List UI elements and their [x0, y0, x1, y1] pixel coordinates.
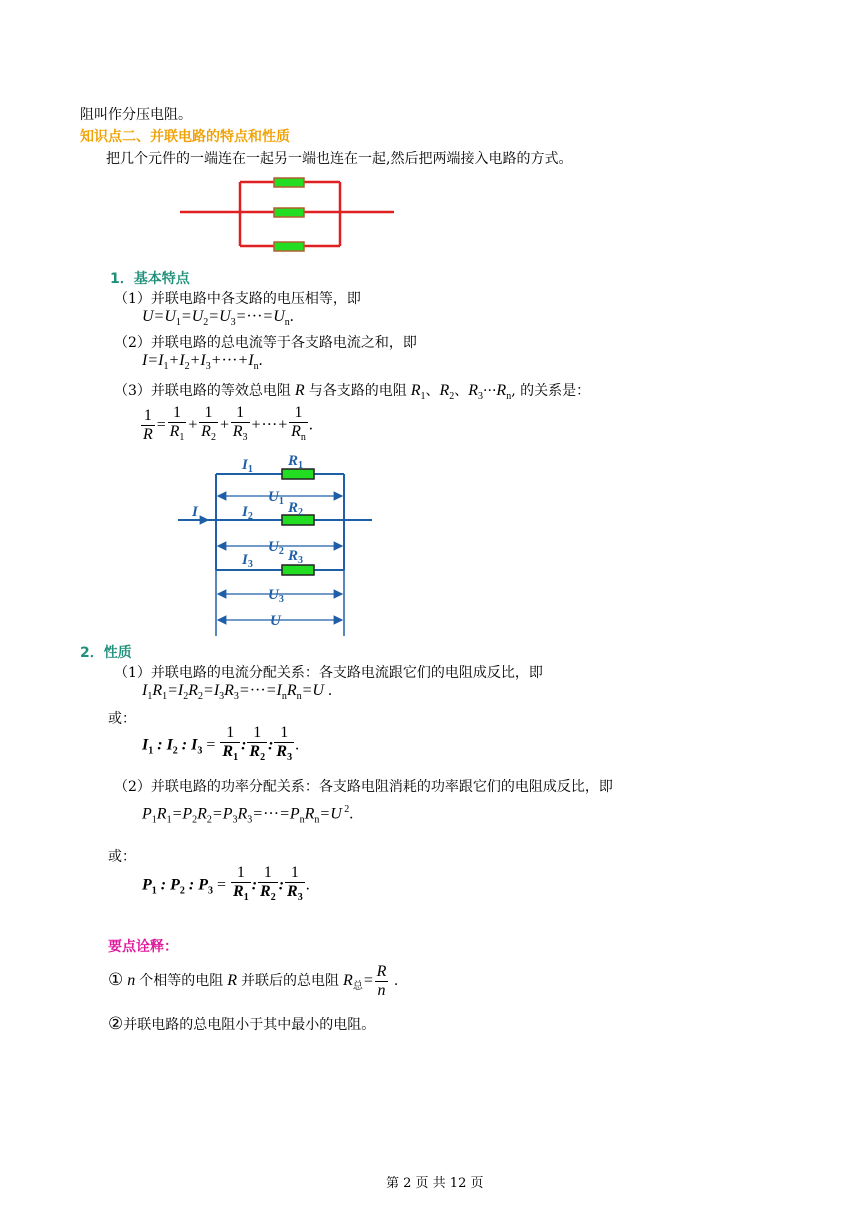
resistor-r3 [282, 565, 314, 575]
parallel-circuit-diagram [178, 172, 398, 252]
equation-power-distribution: $P_1R_1=P_2R_2=P_3R_3=\cdot\cdot\cdot=P_nR_n=U$ $^2$. [142, 804, 354, 826]
property-1: （1）并联电路的电流分配关系：各支路电流跟它们的电阻成反比，即 [114, 665, 543, 681]
label-u1: $U_1$ [268, 489, 284, 507]
equation-resistance: $\frac{1}{R}$ = $\frac{1}{R_1}$ + $\frac{1}{R_2}$ + $\frac{1}{R_3}$ +···+ $\frac{1}{R_n}$ . [143, 404, 313, 444]
section-heading: 知识点二、并联电路的特点和性质 [80, 129, 290, 145]
label-i1: $I_1$ [242, 457, 253, 475]
or-label-1: 或： [108, 711, 136, 727]
or-label-2: 或： [108, 849, 136, 865]
label-u2: $U_2$ [268, 539, 284, 557]
label-i: I [192, 504, 198, 520]
basic-features-heading: 1．基本特点 [110, 271, 190, 287]
label-i2: $I_2$ [242, 504, 253, 522]
intro-tail-text: 阻叫作分压电阻。 [80, 107, 192, 123]
label-r2: $R_2$ [288, 500, 304, 518]
equation-power-ratio: $P_1$ : $P_2$ : $P_3$ = $\frac{1}{R_1}$ : $\frac{1}{R_2}$ : $\frac{1}{R_3}$ . [142, 864, 310, 904]
label-u3: $U_3$ [268, 587, 284, 605]
note-2: ②并联电路的总电阻小于其中最小的电阻。 [108, 1014, 376, 1034]
equation-current-ratio: $I_1$ : $I_2$ : $I_3$ = $\frac{1}{R_1}$ : $\frac{1}{R_2}$ : $\frac{1}{R_3}$ . [142, 724, 300, 764]
equation-current: $I=I_1+I_2+I_3+\cdot\cdot\cdot+I_n$. [142, 352, 263, 373]
labeled-parallel-circuit-diagram [176, 452, 376, 638]
label-u: U [270, 613, 281, 629]
basic-feature-3: （3）并联电路的等效总电阻 R 与各支路的电阻 $R_1$、$R_2$、$R_3\cdot\cdot\cdot R_n$, 的关系是： [114, 382, 591, 403]
property-2: （2）并联电路的功率分配关系：各支路电阻消耗的功率跟它们的电阻成反比，即 [114, 779, 613, 795]
label-i3: $I_3$ [242, 552, 253, 570]
key-points-heading: 要点诠释： [108, 939, 178, 955]
basic-feature-2: （2）并联电路的总电流等于各支路电流之和，即 [114, 335, 417, 351]
label-r1: $R_1$ [288, 453, 304, 471]
basic-feature-1: （1）并联电路中各支路的电压相等，即 [114, 291, 361, 307]
note-1: ① n 个相等的电阻 R 并联后的总电阻 $R_总=$ $\frac{R}{n}$ . [108, 962, 399, 999]
section-description: 把几个元件的一端连在一起另一端也连在一起,然后把两端接入电路的方式。 [106, 151, 573, 167]
equation-voltage: $U=U_1=U_2=U_3=\cdot\cdot\cdot=U_n$. [142, 308, 294, 329]
equation-current-distribution: $I_1R_1=I_2R_2=I_3R_3=\cdot\cdot\cdot=I_nR_n=U$ . [142, 682, 332, 703]
properties-heading: 2．性质 [80, 645, 132, 661]
resistor [274, 208, 304, 217]
label-r3: $R_3$ [288, 548, 304, 566]
resistor [274, 242, 304, 251]
page-footer: 第 2 页 共 12 页 [386, 1176, 484, 1191]
resistor [274, 178, 304, 187]
